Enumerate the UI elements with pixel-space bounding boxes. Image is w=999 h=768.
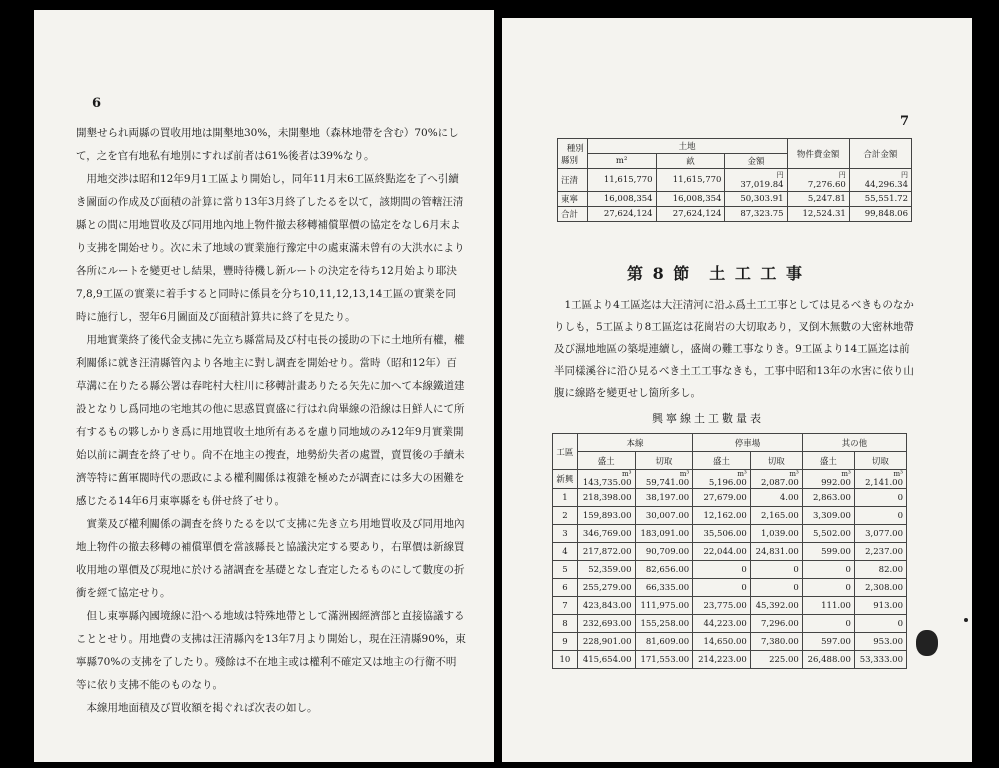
table-corner xyxy=(558,139,588,169)
page-number: 7 xyxy=(900,114,910,129)
row-label: 5 xyxy=(553,561,578,579)
cell: 217,872.00 xyxy=(577,543,635,561)
table-row xyxy=(558,207,912,222)
cell: 0 xyxy=(854,489,906,507)
row-label: 合計 xyxy=(558,207,588,222)
row-label: 汪清 xyxy=(558,169,588,192)
table-row xyxy=(553,489,907,507)
row-label: 6 xyxy=(553,579,578,597)
right-page xyxy=(502,18,972,762)
row-label: 2 xyxy=(553,507,578,525)
cell: 16,008,354 xyxy=(587,192,656,207)
cell: 55,551.72 xyxy=(849,192,911,207)
left-page xyxy=(34,10,494,762)
cell: 0 xyxy=(802,615,854,633)
cell: 3,077.00 xyxy=(854,525,906,543)
cell xyxy=(577,470,635,489)
paragraph: 實業及び權利關係の調査を終りたるを以て支拂に先き立ち用地買收及び同用地內地上物件の撤去移轉の補償單價を當該縣長と協議決定する要あり，右單價は新線買收用地の單價及び現地に於ける諸調査を基礎となし査定したるものにして數度の折衝を經て協定せり。 xyxy=(76,518,465,599)
cell: 99,848.06 xyxy=(849,207,911,222)
subheader: 切取 xyxy=(750,452,802,470)
subheader: 盛土 xyxy=(577,452,635,470)
cell: 38,197.00 xyxy=(635,489,693,507)
cell: 12,524.31 xyxy=(787,207,849,222)
cell: 0 xyxy=(750,579,802,597)
subheader: 切取 xyxy=(854,452,906,470)
speck xyxy=(964,618,968,622)
cell: 225.00 xyxy=(750,651,802,669)
group-header: 停車場 xyxy=(693,434,803,452)
unit-label: m³ xyxy=(789,470,799,478)
cell: 82,656.00 xyxy=(635,561,693,579)
subheader: m² xyxy=(587,154,656,169)
cell: 953.00 xyxy=(854,633,906,651)
unit-label: m³ xyxy=(737,470,747,478)
cell: 27,679.00 xyxy=(693,489,751,507)
subheader: 切取 xyxy=(635,452,693,470)
cell: 2,165.00 xyxy=(750,507,802,525)
cell-value: 5,196.00 xyxy=(708,478,747,488)
paragraph: 本線用地面積及び買收額を掲ぐれば次表の如し。 xyxy=(86,702,318,714)
row-label: 3 xyxy=(553,525,578,543)
cell: 11,615,770 xyxy=(587,169,656,192)
cell: 2,237.00 xyxy=(854,543,906,561)
paragraph: 開墾せられ両縣の買收用地は開墾地30%，未開墾地（森林地帶を含む）70%にして，之を官有地私有地別にすれば前者は61%後者は39%なり。 xyxy=(76,127,459,162)
cell: 214,223.00 xyxy=(693,651,751,669)
unit-label: m³ xyxy=(622,470,632,478)
cell: 5,247.81 xyxy=(787,192,849,207)
table-row xyxy=(553,561,907,579)
cell: 7,380.00 xyxy=(750,633,802,651)
table-row xyxy=(553,615,907,633)
subheader: 盛土 xyxy=(693,452,751,470)
cell: 228,901.00 xyxy=(577,633,635,651)
cell-value: 2,087.00 xyxy=(760,478,799,488)
cell xyxy=(750,470,802,489)
cell: 0 xyxy=(854,615,906,633)
ink-blot xyxy=(916,630,938,656)
unit-label: 円 xyxy=(776,171,784,179)
table-row xyxy=(558,192,912,207)
table-row xyxy=(553,525,907,543)
cell: 53,333.00 xyxy=(854,651,906,669)
cell-value: 143,735.00 xyxy=(582,478,632,488)
subheader: 盛土 xyxy=(802,452,854,470)
cell: 0 xyxy=(802,561,854,579)
cell: 22,044.00 xyxy=(693,543,751,561)
row-label: 新興 xyxy=(553,470,578,489)
cell: 1,039.00 xyxy=(750,525,802,543)
cell: 111,975.00 xyxy=(635,597,693,615)
cell: 913.00 xyxy=(854,597,906,615)
group-header: 本線 xyxy=(577,434,692,452)
row-label: 9 xyxy=(553,633,578,651)
cell: 52,359.00 xyxy=(577,561,635,579)
cell: 82.00 xyxy=(854,561,906,579)
cell: 4.00 xyxy=(750,489,802,507)
cell: 66,335.00 xyxy=(635,579,693,597)
table-row xyxy=(553,651,907,669)
table-row xyxy=(553,470,907,489)
cell: 2,863.00 xyxy=(802,489,854,507)
table-row xyxy=(558,169,912,192)
cell: 0 xyxy=(854,507,906,525)
cell: 16,008,354 xyxy=(656,192,725,207)
section-text: 1工區より4工區迄は大汪清河に沿ふ爲土工工事としては見るべきものなかりしも，5工區より8工區迄は花崗岩の大切取あり，叉倒木無數の大密林地帶及び濕地地區の築堤連續し，盛崗の難工事なりき。9工區より14工區迄は前半同樣溪谷に沿ひ見るべき土工工事なきも，工事中昭和13年の水害に依り山腹に線路を變更せし箇所多し。 xyxy=(554,299,914,399)
cell: 415,654.00 xyxy=(577,651,635,669)
cell: 81,609.00 xyxy=(635,633,693,651)
cell: 2,308.00 xyxy=(854,579,906,597)
unit-label: m³ xyxy=(841,470,851,478)
table-row xyxy=(553,543,907,561)
paragraph: 但し東寧縣內國境線に沿へる地域は特殊地帶として滿洲國經濟部と直接協議することとせり。用地費の支拂は汪清縣內を13年7月より開始し，現在汪清縣90%，東寧縣70%の支拂を了したり。殘餘は不在地主或は權利不確定又は地主の行衛不明等に依り支拂不能のものなり。 xyxy=(76,610,466,691)
group-header: 土地 xyxy=(587,139,787,154)
corner-bottom: 縣別 xyxy=(561,155,579,166)
corner-top: 種別 xyxy=(566,143,584,154)
col-total: 合計金額 xyxy=(849,139,911,169)
cell: 0 xyxy=(693,561,751,579)
cell: 218,398.00 xyxy=(577,489,635,507)
page-number: 6 xyxy=(92,96,102,111)
cell: 3,309.00 xyxy=(802,507,854,525)
cell: 11,615,770 xyxy=(656,169,725,192)
cell xyxy=(725,169,787,192)
cell: 255,279.00 xyxy=(577,579,635,597)
col-section: 工區 xyxy=(553,434,578,470)
group-header: 其の他 xyxy=(802,434,906,452)
subheader: 金額 xyxy=(725,154,787,169)
section-title: 第 8 節 土 工 工 事 xyxy=(627,264,804,283)
table-row xyxy=(553,597,907,615)
cell: 27,624,124 xyxy=(587,207,656,222)
cell: 45,392.00 xyxy=(750,597,802,615)
cell-value: 59,741.00 xyxy=(645,478,690,488)
table-row xyxy=(553,507,907,525)
table-row xyxy=(553,633,907,651)
cell-value: 992.00 xyxy=(821,478,851,488)
table-row xyxy=(553,579,907,597)
cell: 183,091.00 xyxy=(635,525,693,543)
cell: 0 xyxy=(802,579,854,597)
unit-label: 円 xyxy=(838,171,846,179)
subheader: 畝 xyxy=(656,154,725,169)
cell: 599.00 xyxy=(802,543,854,561)
cell: 26,488.00 xyxy=(802,651,854,669)
cell: 23,775.00 xyxy=(693,597,751,615)
cell xyxy=(854,470,906,489)
land-table xyxy=(557,138,912,222)
cell-value: 7,276.60 xyxy=(807,180,846,190)
cell: 171,553.00 xyxy=(635,651,693,669)
paragraph: 用地實業終了後代金支拂に先立ち縣當局及び村屯長の援助の下に土地所有權，權利關係に就き汪清縣管內より各地主に對し調査を開始せり。當時（昭和12年）百草溝に在りたる縣公署は春咤村大柱川に移轉計畫ありたる矢先に加へて本線鐵道建設となりし爲同地の宅地其の他に思惑買賣盛に行はれ尙畢線の沿線は日鮮人にて所有するもの夥しかりき爲に用地買收土地所有あるを慮り同地域のみ12年9月實業開始以前に調査を終了せり。尙不在地主の搜査，地勢紛失者の處置，賣買後の手續未濟等特に舊軍閥時代の悪政による權利關係は複雜を極めたが調査には多大の困難を感じたる14年6月東寧縣をも併せ終了せり。 xyxy=(76,334,465,507)
cell-value: 2,141.00 xyxy=(865,478,903,488)
cell: 24,831.00 xyxy=(750,543,802,561)
cell: 27,624,124 xyxy=(656,207,725,222)
table-title: 興寧線土工數量表 xyxy=(652,412,764,425)
cell: 0 xyxy=(693,579,751,597)
cell: 0 xyxy=(750,561,802,579)
cell: 12,162.00 xyxy=(693,507,751,525)
left-body-text xyxy=(76,122,466,720)
cell: 50,303.91 xyxy=(725,192,787,207)
cell xyxy=(693,470,751,489)
cell: 14,650.00 xyxy=(693,633,751,651)
unit-label: m³ xyxy=(893,470,903,478)
cell: 35,506.00 xyxy=(693,525,751,543)
cell xyxy=(802,470,854,489)
row-label: 10 xyxy=(553,651,578,669)
cell: 423,843.00 xyxy=(577,597,635,615)
cell-value: 37,019.84 xyxy=(740,180,784,190)
cell xyxy=(635,470,693,489)
unit-label: m³ xyxy=(679,470,690,478)
cell: 90,709.00 xyxy=(635,543,693,561)
unit-label: 円 xyxy=(901,171,908,179)
cell: 346,769.00 xyxy=(577,525,635,543)
cell: 597.00 xyxy=(802,633,854,651)
row-label: 8 xyxy=(553,615,578,633)
cell: 159,893.00 xyxy=(577,507,635,525)
cell: 44,223.00 xyxy=(693,615,751,633)
paragraph: 用地交渉は昭和12年9月1工區より開始し，同年11月末6工區終點迄を了へ引續き圖面の作成及び面積の計算に當り13年3月終了したるを以て，該期間の管轄汪清縣との間に用地買收及び同用地內地上物件撤去移轉補償單價の協定をなし6月末より支拂を開始せり。次に未了地域の實業施行豫定中の處東滿未曾有の大洪水により各所にルートを變更せし結果，豐時待機し新ルートの決定を待ち12月始より耶決7,8,9工區の實業に着手すると同時に係員を分ち10,11,12,13,14工區の實業を同時に施行し，翌年6月圖面及び面積計算共に終了を見たり。 xyxy=(76,173,465,323)
cell-value: 44,296.34 xyxy=(864,180,908,190)
row-label: 7 xyxy=(553,597,578,615)
cell: 155,258.00 xyxy=(635,615,693,633)
earthwork-table xyxy=(552,433,907,669)
cell: 7,296.00 xyxy=(750,615,802,633)
col-goods: 物件費金額 xyxy=(787,139,849,169)
cell: 111.00 xyxy=(802,597,854,615)
cell xyxy=(849,169,911,192)
row-label: 東寧 xyxy=(558,192,588,207)
cell: 5,502.00 xyxy=(802,525,854,543)
row-label: 1 xyxy=(553,489,578,507)
cell xyxy=(787,169,849,192)
cell: 87,323.75 xyxy=(725,207,787,222)
row-label: 4 xyxy=(553,543,578,561)
cell: 30,007.00 xyxy=(635,507,693,525)
cell: 232,693.00 xyxy=(577,615,635,633)
